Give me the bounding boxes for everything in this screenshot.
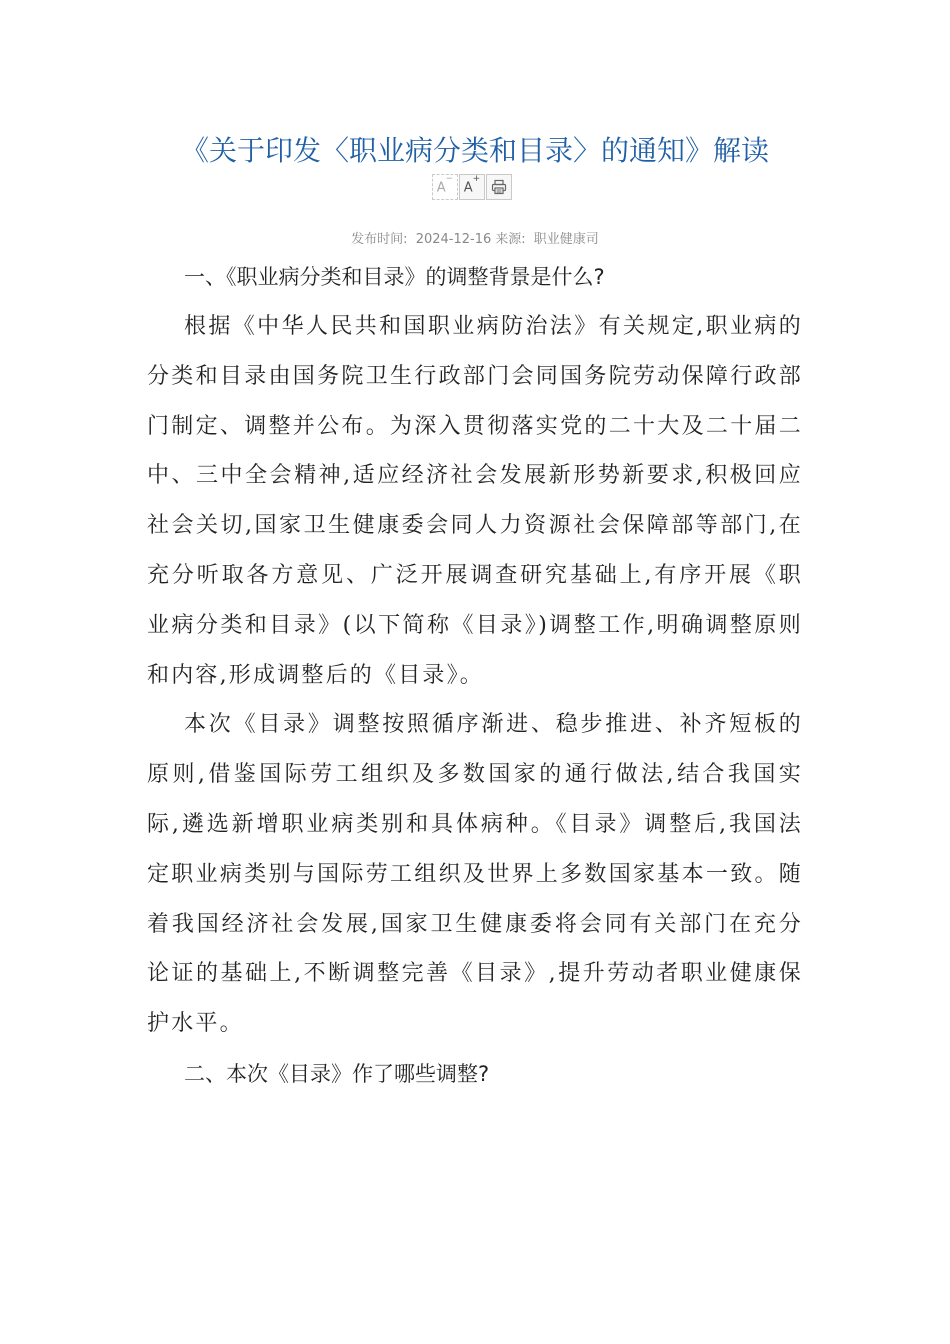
source-label: 来源: [495,232,526,247]
article-body [147,252,803,1099]
font-larger-icon: A+ [463,173,481,196]
article-meta [0,228,950,247]
source-name: 职业健康司 [533,232,599,247]
font-smaller-icon: A− [436,173,454,196]
print-icon [491,179,507,195]
font-larger-button[interactable] [459,174,485,200]
section-heading-1: 一、《职业病分类和目录》的调整背景是什么? [184,265,605,289]
publish-label: 发布时间: [351,232,408,247]
paragraph-1: 根据《中华人民共和国职业病防治法》有关规定,职业病的分类和目录由国务院卫生行政部门会同国务院劳动保障行政部门制定、调整并公布。为深入贯彻落实党的二十大及二十届二中、三中全会精神,适应经济社会发展新形势新要求,积极回应社会关切,国家卫生健康委会同人力资源社会保障部等部门,在充分听取各方意见、广泛开展调查研究基础上,有序开展《职业病分类和目录》(以下简称《目录》)调整工作,明确调整原则和内容,形成调整后的《目录》。 [147,314,803,688]
print-button[interactable] [486,174,512,200]
publish-date: 2024-12-16 [415,232,492,247]
paragraph-2: 本次《目录》调整按照循序渐进、稳步推进、补齐短板的原则,借鉴国际劳工组织及多数国家的通行做法,结合我国实际,遴选新增职业病类别和具体病种。《目录》调整后,我国法定职业病类别与国际劳工组织及世界上多数国家基本一致。随着我国经济社会发展,国家卫生健康委将会同有关部门在充分论证的基础上,不断调整完善《目录》,提升劳动者职业健康保护水平。 [147,712,803,1037]
article-tools [432,174,512,200]
section-heading-2: 二、本次《目录》作了哪些调整? [184,1061,490,1086]
font-smaller-button[interactable] [432,174,458,200]
article-title: 《关于印发〈职业病分类和目录〉的通知》解读 [180,134,769,167]
